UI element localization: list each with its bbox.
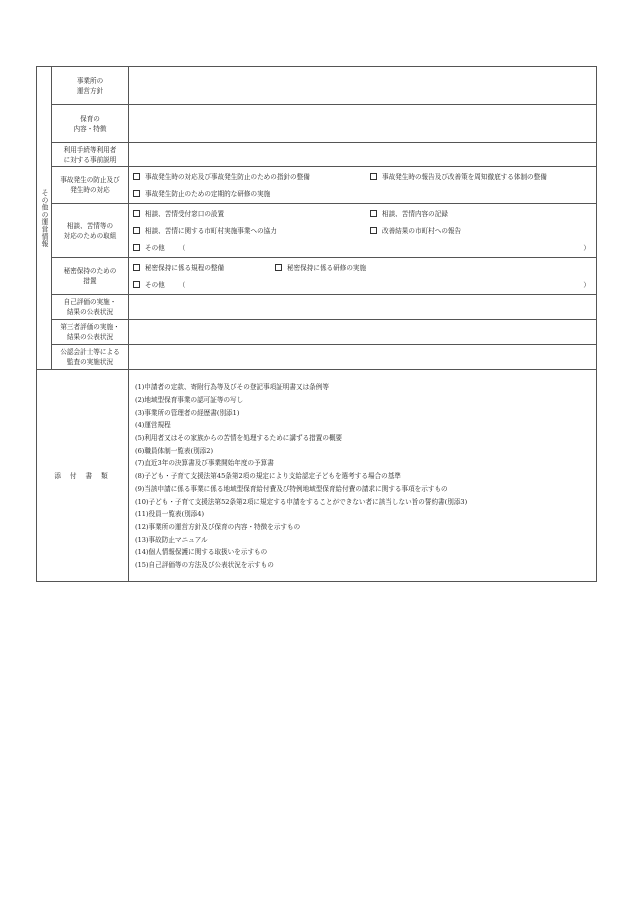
attachment-item: (4)運営規程 xyxy=(135,421,171,430)
section-label-cell xyxy=(37,67,52,370)
row-accident-prevention xyxy=(37,167,597,204)
attachment-item: (13)事故防止マニュアル xyxy=(135,535,208,544)
confidentiality-option-other[interactable]: その他 xyxy=(133,280,165,290)
checkbox[interactable] xyxy=(133,264,140,271)
attachments-label: 添付書類 xyxy=(37,370,129,582)
attachment-item: (8)子ども・子育て支援法第45条第2項の規定により支給認定子どもを選考する場合の基準 xyxy=(135,472,401,481)
label-audit: 公認会計士等による 監査の実施状況 xyxy=(52,345,129,370)
complaints-option-other[interactable]: その他 xyxy=(133,243,165,253)
other-paren-close: ） xyxy=(583,243,590,252)
label-management-policy: 事業所の 運営方針 xyxy=(52,67,129,105)
confidentiality-option-1[interactable]: 秘密保持に係る規程の整備 xyxy=(133,263,275,273)
checkbox[interactable] xyxy=(370,227,377,234)
attachment-item: (2)地域型保育事業の認可証等の写し xyxy=(135,396,244,405)
attachment-item: (14)個人情報保護に関する取扱いを示すもの xyxy=(135,548,268,557)
childcare-content-field[interactable] xyxy=(129,105,597,143)
label-childcare-content: 保育の 内容・特徴 xyxy=(52,105,129,143)
other-paren-open: （ xyxy=(178,243,186,252)
checkbox[interactable] xyxy=(370,173,377,180)
attachment-item: (15)自己評価等の方法及び公表状況を示すもの xyxy=(135,560,274,569)
checkbox[interactable] xyxy=(133,244,140,251)
section-label: その他の運営情報 xyxy=(40,188,48,248)
checkbox[interactable] xyxy=(133,281,140,288)
accident-option-1[interactable]: 事故発生時の対応及び事故発生防止のための指針の整備 xyxy=(133,172,370,182)
row-confidentiality xyxy=(37,258,597,295)
complaints-option-4[interactable]: 改善結果の市町村への報告 xyxy=(370,226,461,236)
attachment-item: (3)事業所の管理者の経歴書(別添1) xyxy=(135,408,240,417)
audit-field[interactable] xyxy=(129,345,597,370)
operation-info-table xyxy=(36,66,597,582)
checkbox[interactable] xyxy=(133,173,140,180)
checkbox[interactable] xyxy=(275,264,282,271)
label-self-evaluation: 自己評価の実施・ 結果の公表状況 xyxy=(52,295,129,320)
row-self-evaluation xyxy=(37,295,597,320)
attachment-item: (5)利用者又はその家族からの苦情を処理するために講ずる措置の概要 xyxy=(135,434,343,443)
complaints-option-3[interactable]: 相談、苦情に関する市町村実施事業への協力 xyxy=(133,226,370,236)
complaints-option-1[interactable]: 相談、苦情受付窓口の設置 xyxy=(133,209,370,219)
third-party-evaluation-field[interactable] xyxy=(129,320,597,345)
application-form-page xyxy=(36,66,596,582)
complaints-option-2[interactable]: 相談、苦情内容の記録 xyxy=(370,209,448,219)
attachment-item: (9)当該申請に係る事業に係る地域型保育給付費及び特例地域型保育給付費の請求に関する事項を示すもの xyxy=(135,484,448,493)
other-paren-open: （ xyxy=(178,280,186,289)
attachments-list xyxy=(129,370,597,582)
other-paren-close: ） xyxy=(583,280,590,289)
accident-prevention-options xyxy=(129,167,597,204)
confidentiality-option-2[interactable]: 秘密保持に係る研修の実施 xyxy=(275,263,366,273)
label-confidentiality: 秘密保持のための 措置 xyxy=(52,258,129,295)
accident-option-3[interactable]: 事故発生防止のための定期的な研修の実施 xyxy=(133,189,270,199)
confidentiality-options xyxy=(129,258,597,295)
self-evaluation-field[interactable] xyxy=(129,295,597,320)
label-accident-prevention: 事故発生の防止及び 発生時の対応 xyxy=(52,167,129,204)
row-management-policy xyxy=(37,67,597,105)
checkbox[interactable] xyxy=(133,227,140,234)
row-attachments xyxy=(37,370,597,582)
checkbox[interactable] xyxy=(133,210,140,217)
label-prior-explanation: 利用手続等利用者 に対する事前説明 xyxy=(52,143,129,167)
row-third-party-evaluation xyxy=(37,320,597,345)
row-audit xyxy=(37,345,597,370)
management-policy-field[interactable] xyxy=(129,67,597,105)
row-prior-explanation xyxy=(37,143,597,167)
attachment-item: (12)事業所の運営方針及び保育の内容・特徴を示すもの xyxy=(135,522,301,531)
label-third-party-evaluation: 第三者評価の実施・ 結果の公表状況 xyxy=(52,320,129,345)
attachment-item: (6)職員体制一覧表(別添2) xyxy=(135,446,214,455)
prior-explanation-field[interactable] xyxy=(129,143,597,167)
complaints-options xyxy=(129,204,597,258)
attachment-item: (7)直近3年の決算書及び事業開始年度の予算書 xyxy=(135,459,274,468)
label-complaints: 相談、苦情等の 対応のための取組 xyxy=(52,204,129,258)
attachment-item: (10)子ども・子育て支援法第52条第2項に規定する申請をすることができない者に該当しない旨の誓約書(別添3) xyxy=(135,497,468,506)
attachment-item: (1)申請者の定款、寄附行為等及びその登記事項証明書又は条例等 xyxy=(135,383,329,392)
row-complaints xyxy=(37,204,597,258)
accident-option-2[interactable]: 事故発生時の報告及び改善策を周知徹底する体制の整備 xyxy=(370,172,547,182)
checkbox[interactable] xyxy=(370,210,377,217)
attachment-item: (11)役員一覧表(別添4) xyxy=(135,510,205,519)
row-childcare-content xyxy=(37,105,597,143)
checkbox[interactable] xyxy=(133,190,140,197)
